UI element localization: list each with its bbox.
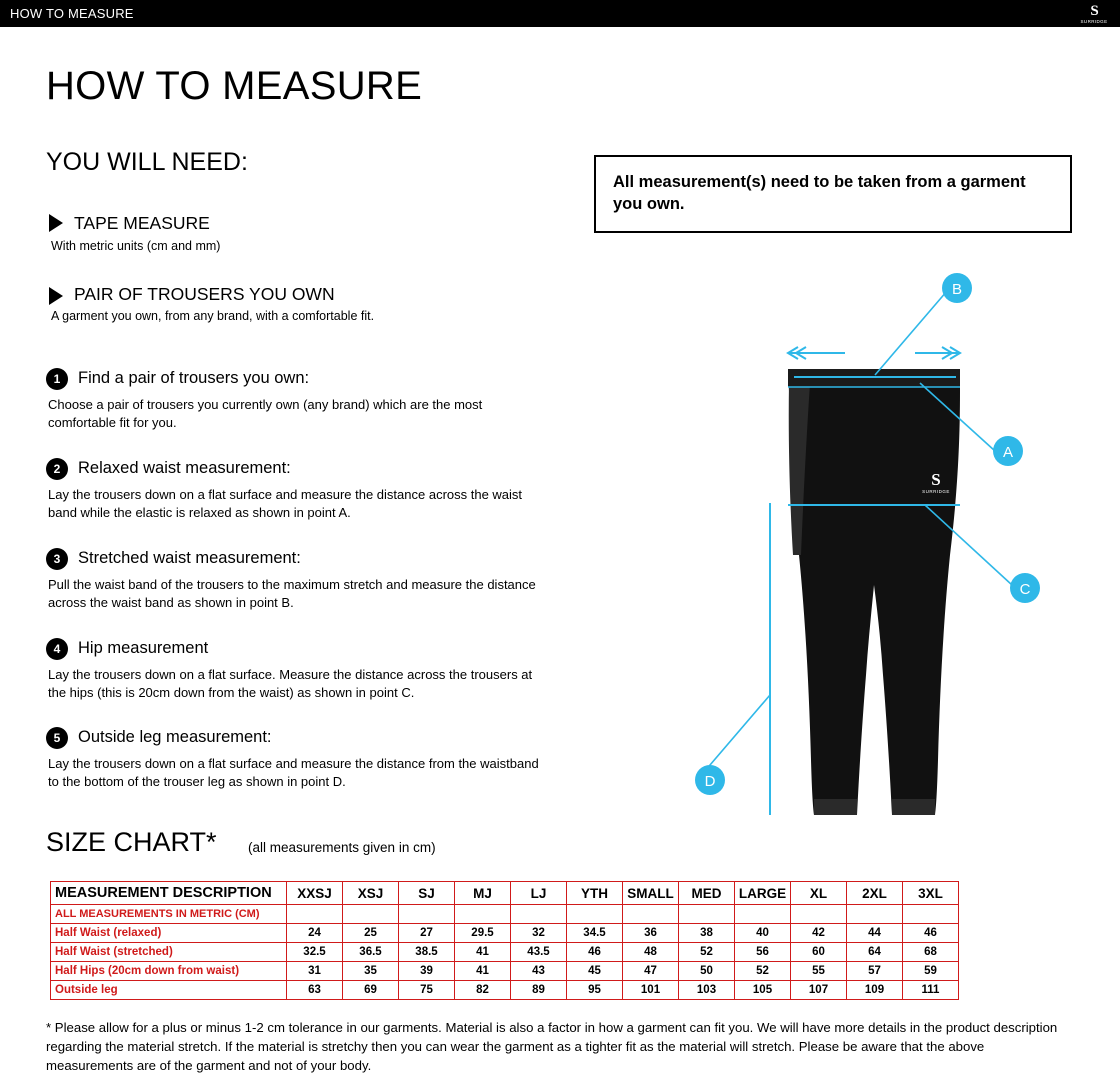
need-item-sub-1: A garment you own, from any brand, with a comfortable fit. [51,309,375,323]
cell: 46 [567,943,623,962]
top-bar-title: HOW TO MEASURE [10,6,134,21]
need-item-title-1: PAIR OF TROUSERS YOU OWN [74,284,335,304]
svg-text:S: S [931,470,941,489]
step-body: Lay the trousers down on a flat surface and measure the distance from the waistband to the bottom of the trouser leg as shown in point D. [48,756,539,789]
cell: 52 [735,962,791,981]
col-header-6: YTH [567,882,623,905]
cell: 59 [903,962,959,981]
cell: 47 [623,962,679,981]
cell: 35 [343,962,399,981]
cell: 40 [735,924,791,943]
step-title: Hip measurement [78,639,209,657]
cell: 43.5 [511,943,567,962]
size-chart-note: (all measurements given in cm) [248,840,436,855]
brand-logo [1076,2,1112,26]
table-row [51,924,959,943]
step-body: Lay the trousers down on a flat surface and measure the distance across the waist band while the elastic is relaxed as shown in point A. [48,487,523,520]
svg-text:SURRIDGE: SURRIDGE [922,489,950,494]
col-header-7: SMALL [623,882,679,905]
cell: 32.5 [287,943,343,962]
cell: 55 [791,962,847,981]
step-body: Lay the trousers down on a flat surface. Measure the distance across the trousers at the hips (this is 20cm down from the waist) as shown in point C. [48,667,533,700]
table-row-metric [51,905,959,924]
cell: 44 [847,924,903,943]
callout-b [942,273,972,303]
cell: 36.5 [343,943,399,962]
cell: 60 [791,943,847,962]
cell: 46 [903,924,959,943]
step-title: Relaxed waist measurement: [78,459,291,477]
cell: 101 [623,981,679,1000]
leader-b [875,291,947,375]
table-header-row [51,882,959,905]
size-chart-heading: SIZE CHART* [46,827,217,857]
page-title: HOW TO MEASURE [46,64,423,108]
step-title: Stretched waist measurement: [78,549,301,567]
cell: 109 [847,981,903,1000]
cell: 32 [511,924,567,943]
cell: 56 [735,943,791,962]
step-number-badge: 1 [46,368,68,390]
brand-logo-mark: S [1090,2,1098,19]
cell: 103 [679,981,735,1000]
cell: 42 [791,924,847,943]
step-title: Outside leg measurement: [78,728,272,746]
brand-logo-word: SURRIDGE [1080,18,1108,24]
cell: 38.5 [399,943,455,962]
cell: 105 [735,981,791,1000]
cell: 48 [623,943,679,962]
step-number-badge: 2 [46,458,68,480]
size-chart-table-wrap [50,881,960,1000]
row-label: Half Waist (relaxed) [51,924,287,943]
size-chart-table [50,881,959,1000]
cell: 41 [455,962,511,981]
cell: 64 [847,943,903,962]
col-header-9: LARGE [735,882,791,905]
callout-c [1010,573,1040,603]
need-item-sub-0: With metric units (cm and mm) [51,239,221,253]
cell: 24 [287,924,343,943]
step-number-badge: 4 [46,638,68,660]
cell: 75 [399,981,455,1000]
need-item-title-0: TAPE MEASURE [74,213,210,233]
cell: 34.5 [567,924,623,943]
cell: 39 [399,962,455,981]
cell: 69 [343,981,399,1000]
stretch-arrows-icon [788,347,960,359]
cell: 25 [343,924,399,943]
notice-text: All measurement(s) need to be taken from a garment you own. [613,173,1026,213]
top-bar [0,0,1120,27]
cell: 27 [399,924,455,943]
step-body: Choose a pair of trousers you currently own (any brand) which are the most comfortable fit for you. [48,397,483,430]
cell: 52 [679,943,735,962]
svg-text:C: C [1019,581,1031,598]
cell: 31 [287,962,343,981]
col-header-11: 2XL [847,882,903,905]
row-label: Outside leg [51,981,287,1000]
you-will-need-heading: YOU WILL NEED: [46,148,248,176]
row-label: Half Hips (20cm down from waist) [51,962,287,981]
col-header-10: XL [791,882,847,905]
cell: 36 [623,924,679,943]
svg-text:A: A [1002,444,1014,461]
trouser-measurement-diagram [660,255,1100,825]
cell: 41 [455,943,511,962]
table-row [51,962,959,981]
cell: 57 [847,962,903,981]
cell: 95 [567,981,623,1000]
footnote-text: * Please allow for a plus or minus 1-2 cm tolerance in our garments. Material is also a factor in how a garment can fit you. We will have more details in the product description regarding the material stretch. If the material is stretchy then you can wear the garment as a tighter fit as the material will stretch. Please be aware that the above measurements are of the garment and not of your body. [46,1020,1058,1073]
cell: 45 [567,962,623,981]
triangle-bullet-icon [49,214,63,232]
col-header-3: SJ [399,882,455,905]
col-header-4: MJ [455,882,511,905]
cell: 107 [791,981,847,1000]
trousers-illustration [788,369,960,815]
triangle-bullet-icon [49,287,63,305]
callout-d [695,765,725,795]
cell: 68 [903,943,959,962]
table-row [51,981,959,1000]
cell: 82 [455,981,511,1000]
step-number-badge: 3 [46,548,68,570]
col-header-0: MEASUREMENT DESCRIPTION [51,882,287,905]
svg-text:D: D [704,773,716,790]
col-header-1: XXSJ [287,882,343,905]
cell: 38 [679,924,735,943]
step-number-badge: 5 [46,727,68,749]
col-header-12: 3XL [903,882,959,905]
cell: 63 [287,981,343,1000]
step-body: Pull the waist band of the trousers to the maximum stretch and measure the distance across the waist band as shown in point B. [48,577,536,610]
col-header-2: XSJ [343,882,399,905]
col-header-5: LJ [511,882,567,905]
svg-text:B: B [951,281,963,298]
metric-label: ALL MEASUREMENTS IN METRIC (CM) [51,905,287,924]
row-label: Half Waist (stretched) [51,943,287,962]
cell: 89 [511,981,567,1000]
notice-box [594,155,1072,233]
step-title: Find a pair of trousers you own: [78,369,310,387]
callout-a [993,436,1023,466]
cell: 50 [679,962,735,981]
col-header-8: MED [679,882,735,905]
table-row [51,943,959,962]
cell: 111 [903,981,959,1000]
cell: 43 [511,962,567,981]
cell: 29.5 [455,924,511,943]
